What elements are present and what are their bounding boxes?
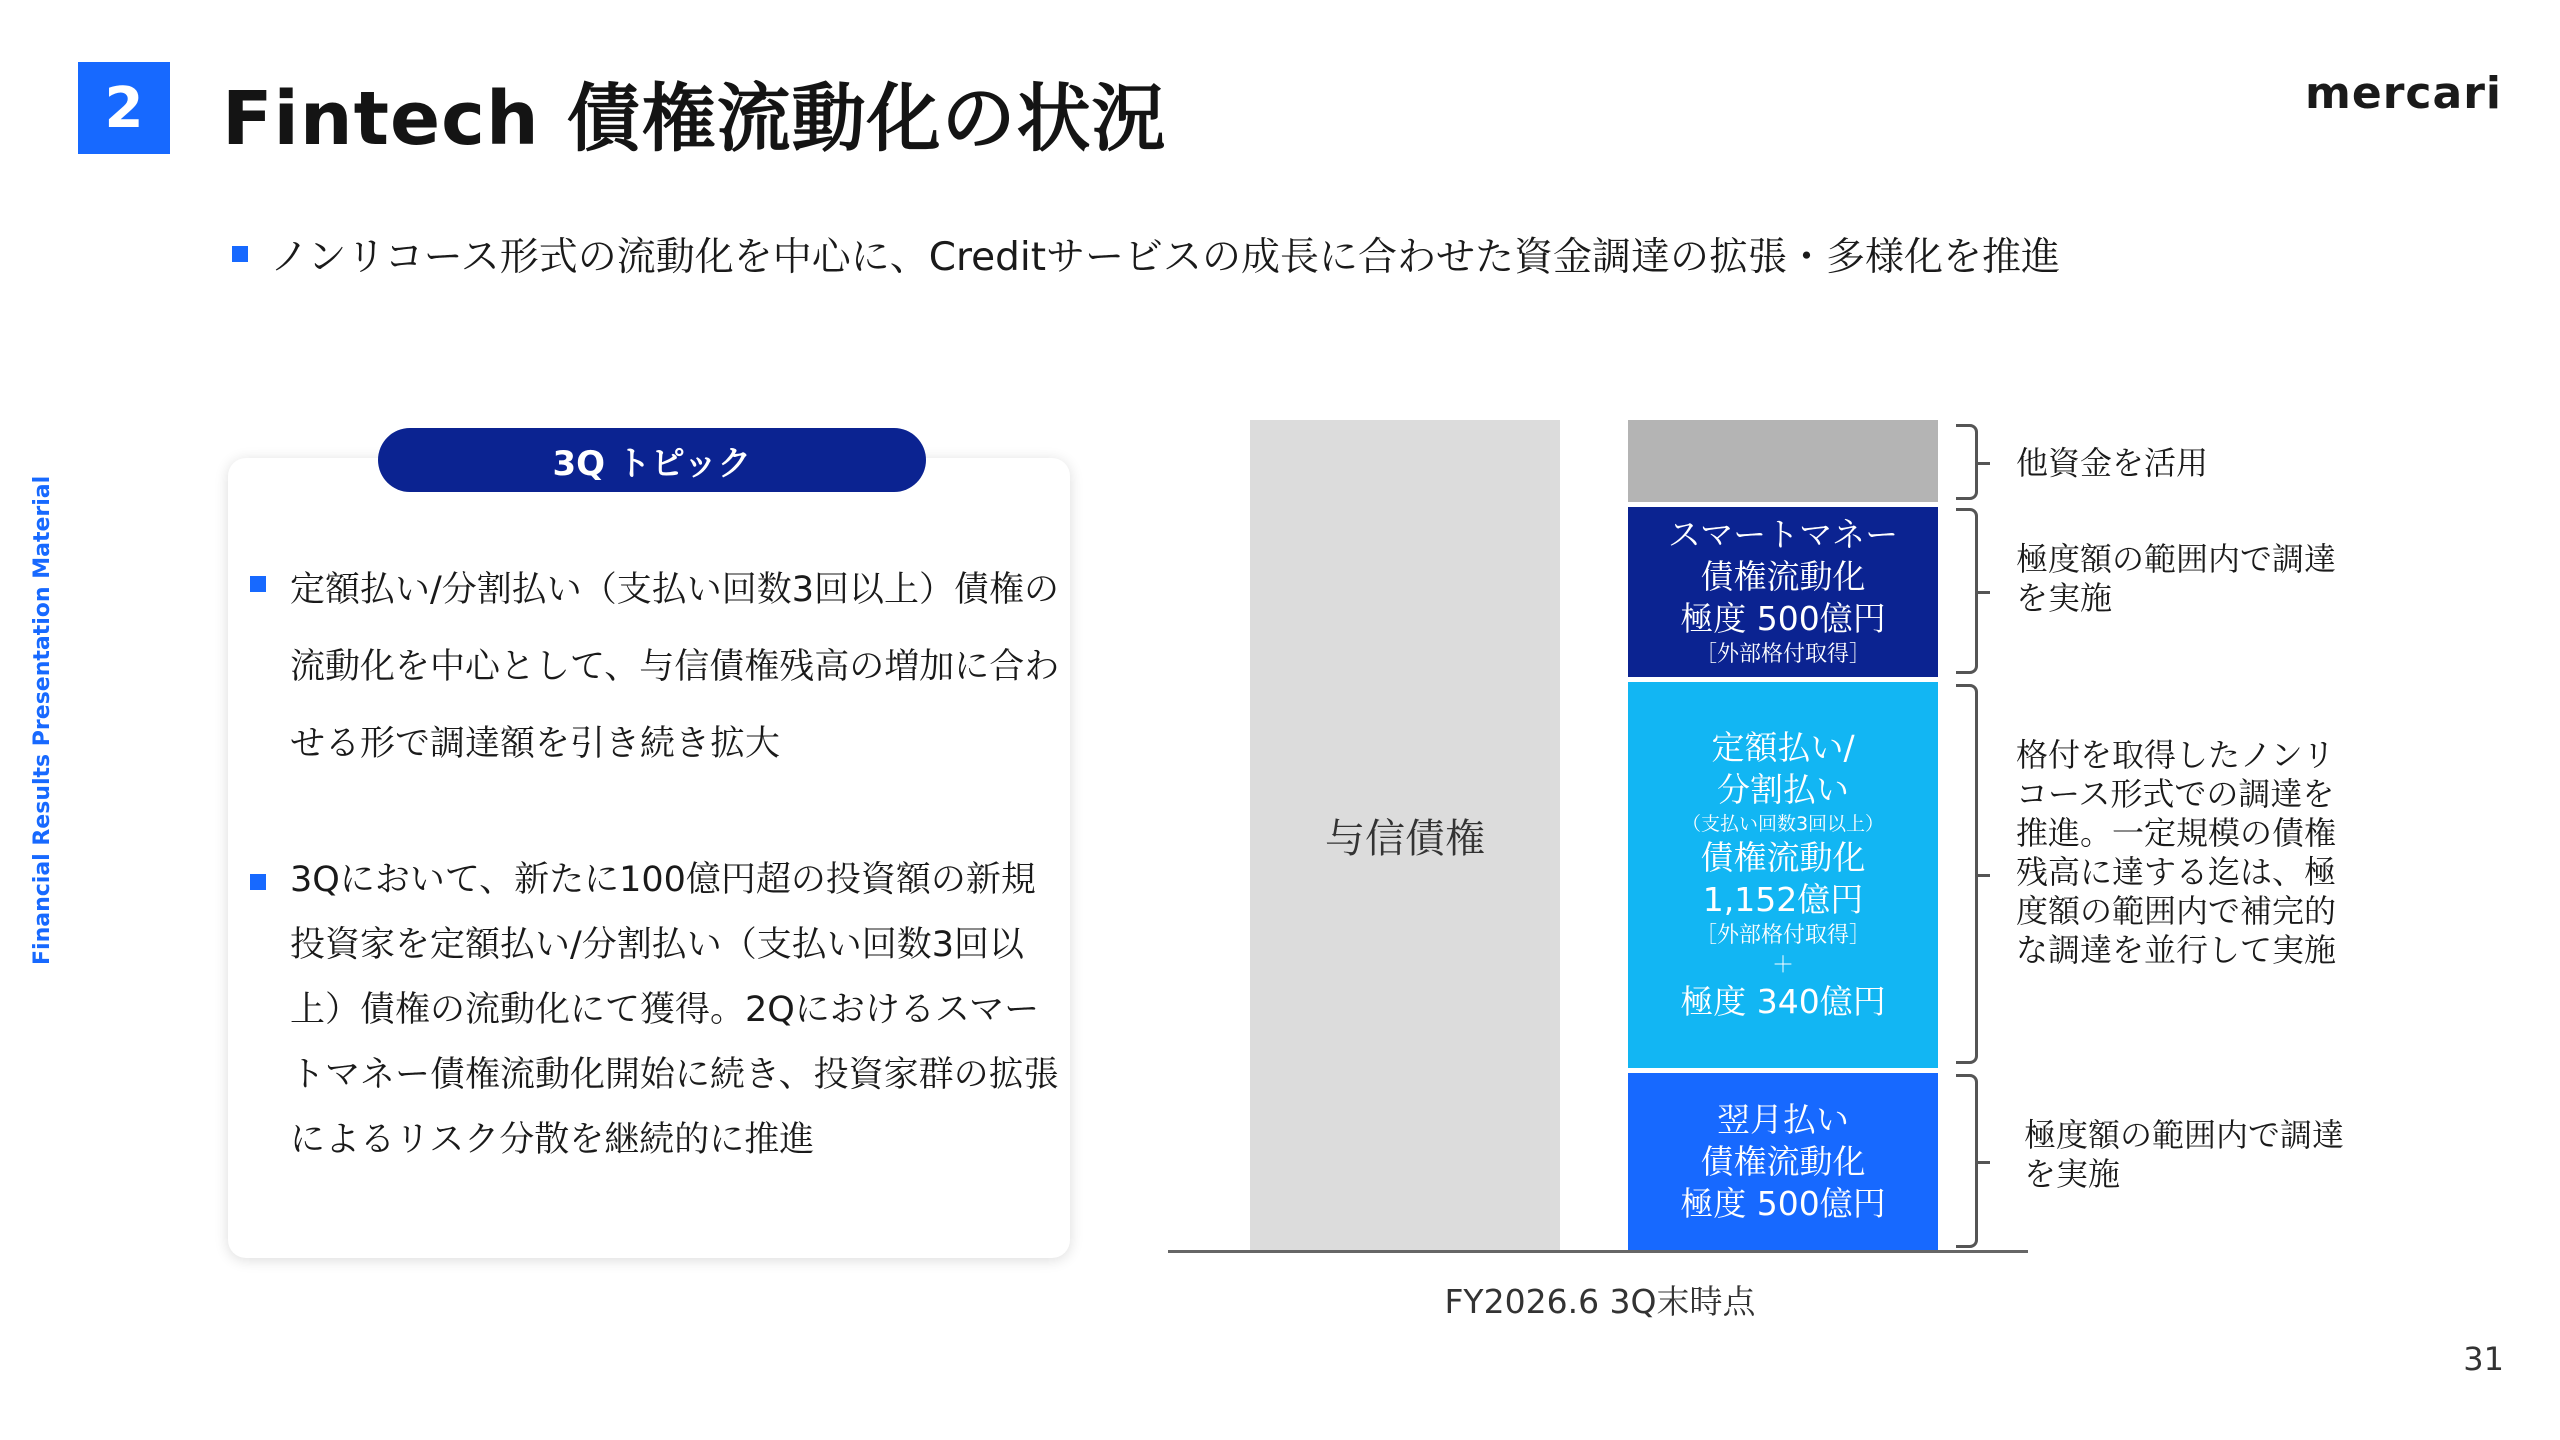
square-bullet-icon [232, 246, 248, 262]
segment-text: 極度 500億円 [1680, 599, 1886, 638]
chart-baseline [1168, 1250, 2028, 1253]
segment-text: 極度 340億円 [1680, 982, 1886, 1021]
section-number-badge: 2 [78, 62, 170, 154]
bracket-icon [1956, 508, 1978, 674]
lead-bullet [232, 226, 2060, 282]
segment-text: 債権流動化 [1700, 838, 1866, 877]
segment-text: 1,152億円 [1702, 880, 1864, 919]
square-bullet-icon [250, 874, 266, 890]
topic-item-text: 3Qにおいて、新たに100億円超の投資額の新規投資家を定額払い/分割払い（支払い回数3回以上）債権の流動化にて獲得。2Qにおけるスマートマネー債権流動化開始に続き、投資家群の拡張によるリスク分散を継続的に推進 [290, 860, 1059, 1160]
smart-money-note: 極度額の範囲内で調達を実施 [2016, 540, 2337, 617]
page-number: 31 [2463, 1340, 2504, 1378]
smart-money-segment [1628, 507, 1938, 677]
segment-text: ＋ [1771, 953, 1794, 978]
bracket-icon [1956, 684, 1978, 1064]
segment-text: （支払い回数3回以上） [1681, 813, 1885, 835]
topic-label: 3Q トピック [378, 428, 926, 492]
other-funding-note: 他資金を活用 [2016, 444, 2209, 482]
mercari-logo: mercari [2305, 68, 2502, 119]
next-month-note: 極度額の範囲内で調達を実施 [2024, 1116, 2345, 1193]
segment-text: 翌月払い [1717, 1099, 1849, 1139]
next-month-segment [1628, 1073, 1938, 1250]
bracket-icon [1956, 424, 1978, 500]
installment-segment [1628, 682, 1938, 1068]
topic-item-text: 定額払い/分割払い（支払い回数3回以上）債権の流動化を中心として、与信債権残高の増加に合わせる形で調達額を引き続き拡大 [290, 570, 1060, 764]
bracket-icon [1956, 1074, 1978, 1248]
chart-axis-label: FY2026.6 3Q末時点 [1444, 1282, 1756, 1321]
page-title: Fintech 債権流動化の状況 [222, 76, 1167, 162]
segment-text: ［外部格付取得］ [1694, 642, 1871, 667]
segment-text: 極度 500億円 [1680, 1183, 1886, 1223]
side-label: Financial Results Presentation Material [29, 475, 55, 965]
other-funding-segment [1628, 420, 1938, 502]
segment-text: ［外部格付取得］ [1694, 923, 1871, 948]
segment-text: 債権流動化 [1700, 557, 1866, 596]
topic-item [250, 552, 1060, 783]
square-bullet-icon [250, 576, 266, 592]
topic-item [250, 848, 1060, 1173]
lead-text: ノンリコース形式の流動化を中心に、Creditサービスの成長に合わせた資金調達の拡張・多様化を推進 [270, 235, 2060, 280]
credit-balance-bar [1250, 420, 1560, 1250]
installment-note: 格付を取得したノンリコース形式での調達を推進。一定規模の債権残高に達する迄は、極度額の範囲内で補完的な調達を並行して実施 [2016, 736, 2337, 969]
segment-text: 債権流動化 [1700, 1141, 1866, 1181]
segment-text: スマートマネー [1667, 515, 1899, 554]
segment-text: 分割払い [1717, 770, 1849, 809]
credit-balance-label: 与信債権 [1325, 815, 1485, 862]
segment-text: 定額払い/ [1711, 728, 1855, 767]
